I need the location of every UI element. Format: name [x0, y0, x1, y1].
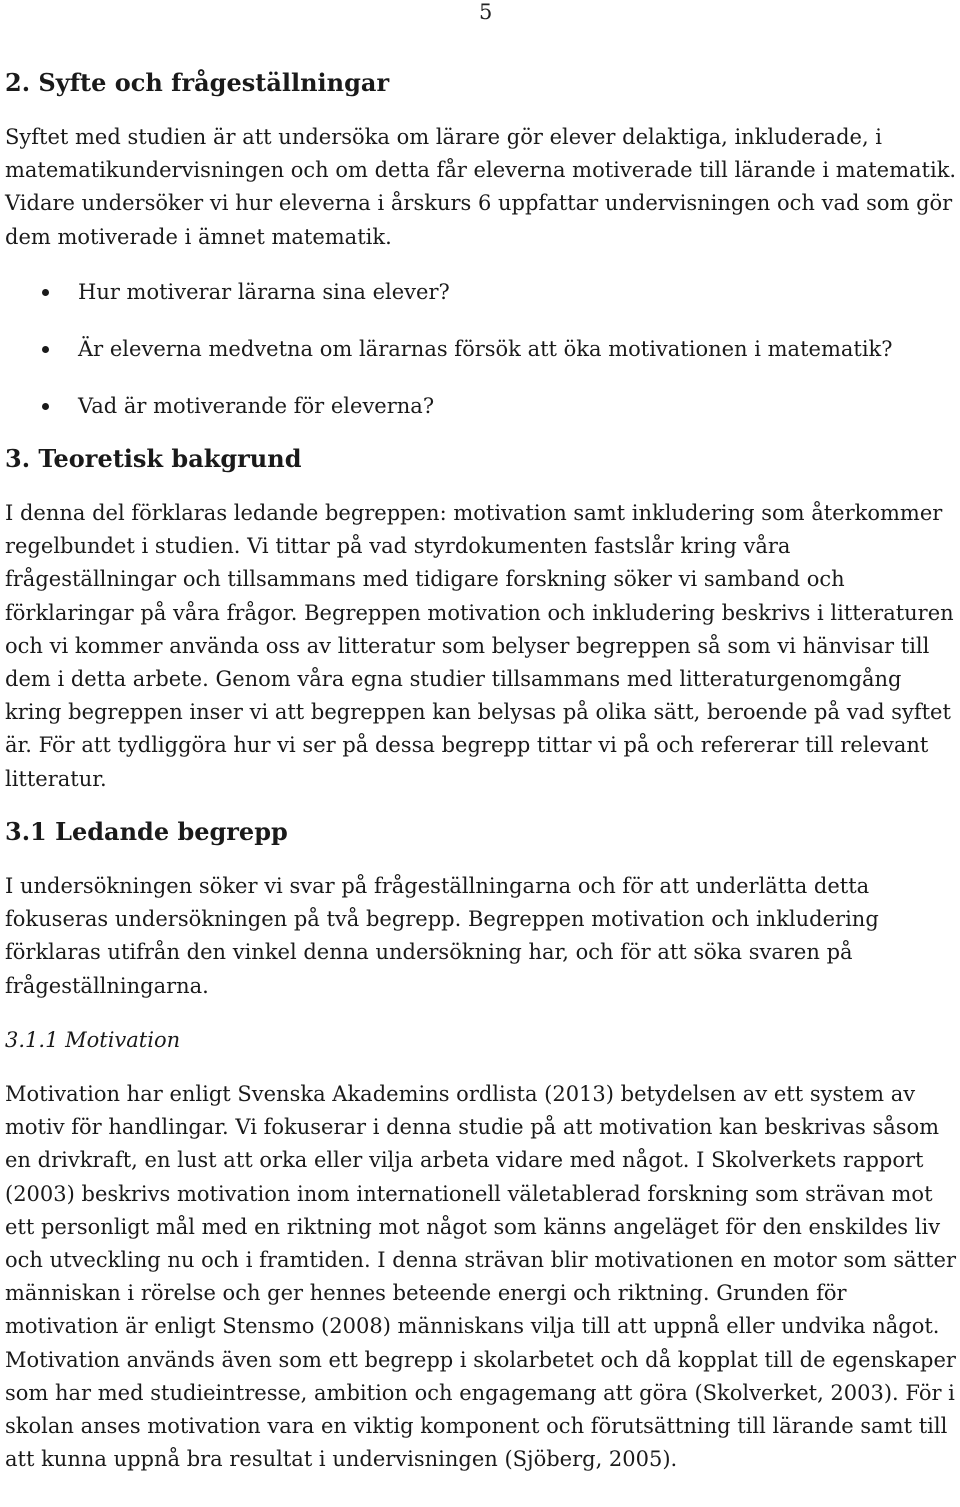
list-item: [5, 334, 893, 391]
section-heading-key-concepts: 3.1 Ledande begrepp: [5, 817, 288, 846]
section-heading-purpose: 2. Syfte och frågeställningar: [5, 68, 390, 97]
list-item: [5, 277, 893, 334]
list-item-text: Är eleverna medvetna om lärarnas försök att öka motivationen i matematik?: [78, 337, 893, 361]
list-item-text: Vad är motiverande för eleverna?: [78, 394, 435, 418]
list-item: [5, 391, 893, 448]
motivation-paragraph: Motivation har enligt Svenska Akademins ordlista (2013) betydelsen av ett system av motiv för handlingar. Vi fokuserar i denna studie på att motivation kan beskrivas såsom en drivkraft, en lust att orka eller vilja arbeta vidare med något. I Skolverkets rapport (2003) beskrivs motivation inom internationell väletablerad forskning som strävan mot ett personligt mål med en riktning mot något som känns angeläget för den enskildes liv och utveckling nu och i framtiden. I denna strävan blir motivationen en motor som sätter människan i rörelse och ger hennes beteende energi och riktning. Grunden för motivation är enligt Stensmo (2008) människans vilja till att uppnå eller undvika något. Motivation används även som ett begrepp i skolarbetet och då kopplat till de egenskaper som har med studieintresse, ambition och engagemang att göra (Skolverket, 2003). För i skolan anses motivation vara en viktig komponent och förutsättning till lärande samt till att kunna uppnå bra resultat i undervisningen (Sjöberg, 2005).: [5, 1082, 956, 1472]
purpose-paragraph: Syftet med studien är att undersöka om lärare gör elever delaktiga, inkluderade, i matematikundervisningen och om detta får eleverna motiverade till lärande i matematik. Vidare undersöker vi hur eleverna i årskurs 6 uppfattar undervisningen och vad som gör dem motiverade i ämnet matematik.: [5, 125, 957, 249]
page-number: 5: [479, 0, 493, 24]
bullet-icon: [42, 346, 49, 353]
bullet-icon: [42, 403, 49, 410]
list-item-text: Hur motiverar lärarna sina elever?: [78, 280, 450, 304]
subsection-heading-motivation: 3.1.1 Motivation: [5, 1028, 181, 1052]
bullet-icon: [42, 289, 49, 296]
section-heading-theory: 3. Teoretisk bakgrund: [5, 444, 302, 473]
research-questions-list: [5, 277, 893, 448]
key-concepts-paragraph: I undersökningen söker vi svar på frågeställningarna och för att underlätta detta fokuseras undersökningen på två begrepp. Begreppen motivation och inkludering förklaras utifrån den vinkel denna undersökning har, och för att söka svaren på frågeställningarna.: [5, 874, 879, 998]
theory-paragraph: I denna del förklaras ledande begreppen: motivation samt inkludering som återkommer regelbundet i studien. Vi tittar på vad styrdokumenten fastslår kring våra frågeställningar och tillsammans med tidigare forskning söker vi samband och förklaringar på våra frågor. Begreppen motivation och inkludering beskrivs i litteraturen och vi kommer använda oss av litteratur som belyser begreppen så som vi hänvisar till dem i detta arbete. Genom våra egna studier tillsammans med litteraturgenomgång kring begreppen inser vi att begreppen kan belysas på olika sätt, beroende på vad syftet är. För att tydliggöra hur vi ser på dessa begrepp tittar vi på och refererar till relevant litteratur.: [5, 501, 954, 791]
